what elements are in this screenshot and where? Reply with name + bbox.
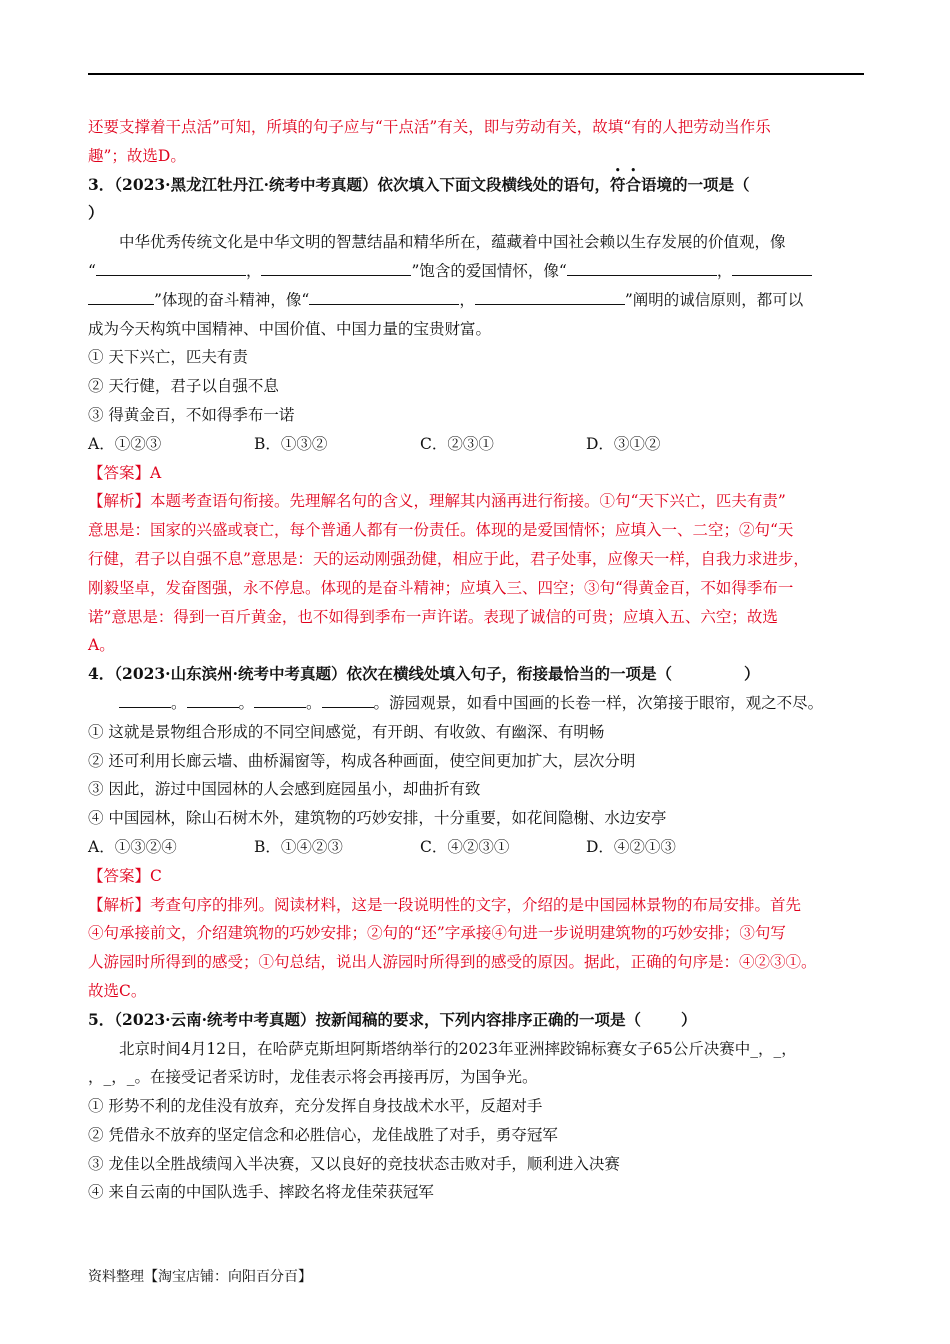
q3-passage-line-1: 中华优秀传统文化是中华文明的智慧结晶和精华所在，蕴藏着中国社会赖以生存发展的价值观，像 — [119, 233, 786, 252]
fill-blank-1 — [119, 689, 171, 708]
fill-blank-5 — [309, 286, 459, 305]
q3-passage-line-4: 成为今天构筑中国精神、中国价值、中国力量的宝贵财富。 — [88, 319, 492, 338]
q5-item-1: ① 形势不利的龙佳没有放弃，充分发挥自身技战术水平，反超对手 — [88, 1097, 543, 1116]
fill-blank-2 — [261, 257, 411, 276]
fill-blank-4 — [322, 689, 374, 708]
q3-passage-line-2: “ ， ”饱含的爱国情怀，像“ ， — [88, 257, 864, 286]
q4-analysis-line-1: 【解析】考查句序的排列。阅读材料，这是一段说明性的文字，介绍的是中国园林景物的布局安排。首先 — [88, 895, 802, 914]
q5-item-3: ③ 龙佳以全胜战绩闯入半决赛，又以良好的竞技状态击败对手，顺利进入决赛 — [88, 1154, 620, 1173]
q5-passage-line-2: ，_，_。在接受记者采访时，龙佳表示将会再接再厉，为国争光。 — [88, 1068, 538, 1087]
fill-blank-1 — [96, 257, 246, 276]
q4-item-4: ④ 中国园林，除山石树木外，建筑物的巧妙安排，十分重要，如花间隐榭、水边安亭 — [88, 809, 667, 828]
q4-item-2: ② 还可利用长廊云墙、曲桥漏窗等，构成各种画面，使空间更加扩大，层次分明 — [88, 751, 636, 770]
page-footer: 资料整理【淘宝店铺：向阳百分百】 — [88, 1269, 312, 1285]
q3-option-a: A．①②③ — [88, 434, 162, 453]
q3-option-c: C．②③① — [420, 434, 494, 453]
q4-passage: 。 。 。 。游园观景，如看中国画的长卷一样，次第接于眼帘，观之不尽。 — [88, 689, 864, 718]
q4-stem: 4．（2023·山东滨州·统考中考真题）依次在横线处填入句子，衔接最恰当的一项是（ ） — [88, 664, 760, 684]
fill-blank-4a — [732, 257, 812, 276]
fill-blank-2 — [187, 689, 239, 708]
fill-blank-4b — [88, 286, 154, 305]
q3-stem-close: ） — [88, 203, 104, 223]
q3-analysis-line-1: 【解析】本题考查语句衔接。先理解名句的含义，理解其内涵再进行衔接。①句“天下兴亡，匹夫有责” — [88, 492, 786, 511]
fill-blank-6 — [475, 286, 625, 305]
q4-analysis-line-3: 人游园时所得到的感受；①句总结，说出人游园时所得到的感受的原因。据此，正确的句序是：④②③①。 — [88, 953, 817, 972]
fill-blank-3 — [254, 689, 306, 708]
q4-analysis-line-2: ④句承接前文，介绍建筑物的巧妙安排；②句的“还”字承接④句进一步说明建筑物的巧妙安排；③句写 — [88, 924, 786, 943]
q5-stem: 5．（2023·云南·统考中考真题）按新闻稿的要求，下列内容排序正确的一项是（ ） — [88, 1009, 697, 1029]
emphasis-dot-char-1: 符 — [609, 174, 626, 194]
q4-option-d: D．④②①③ — [586, 837, 676, 856]
q3-option-b: B．①③② — [254, 434, 328, 453]
q3-options — [88, 430, 864, 459]
q4-options — [88, 833, 864, 862]
document-body — [88, 113, 864, 1207]
q5-passage-line-1: 北京时间4月12日，在哈萨克斯坦阿斯塔纳举行的2023年亚洲摔跤锦标赛女子65公斤决赛中_，_， — [119, 1039, 797, 1058]
q3-analysis-line-2: 意思是：国家的兴盛或衰亡，每个普通人都有一份责任。体现的是爱国情怀；应填入一、二空；②句“天 — [88, 521, 794, 540]
q3-stem: 3．（2023·黑龙江牡丹江·统考中考真题）依次填入下面文段横线处的语句，符合语境的一项是（ — [88, 174, 750, 194]
q3-item-3: ③ 得黄金百，不如得季布一诺 — [88, 405, 295, 424]
q3-analysis-line-3: 行健，君子以自强不息”意思是：天的运动刚强劲健，相应于此，君子处事，应像天一样，自我力求进步， — [88, 549, 809, 568]
q4-option-a: A．①③②④ — [88, 837, 177, 856]
q3-analysis-line-6: A。 — [88, 636, 115, 655]
intro-line-2: 趣”；故选D。 — [88, 146, 186, 165]
emphasis-dot-char-2: 合 — [625, 174, 642, 194]
q3-item-1: ① 天下兴亡，匹夫有责 — [88, 348, 248, 367]
q5-item-4: ④ 来自云南的中国队选手、摔跤名将龙佳荣获冠军 — [88, 1183, 434, 1202]
intro-line-1: 还要支撑着干点活”可知，所填的句子应与“干点活”有关，即与劳动有关，故填“有的人把劳动当作乐 — [88, 118, 771, 136]
q3-option-d: D．③①② — [586, 434, 661, 453]
q3-analysis-line-4: 刚毅坚卓，发奋图强，永不停息。体现的是奋斗精神；应填入三、四空；③句“得黄金百，不如得季布一 — [88, 578, 794, 597]
q4-item-1: ① 这就是景物组合形成的不同空间感觉，有开朗、有收敛、有幽深、有明畅 — [88, 722, 605, 741]
fill-blank-3 — [567, 257, 717, 276]
q4-option-b: B．①④②③ — [254, 837, 343, 856]
header-rule — [88, 73, 864, 75]
q4-item-3: ③ 因此，游过中国园林的人会感到庭园虽小，却曲折有致 — [88, 780, 481, 799]
q4-option-c: C．④②③① — [420, 837, 510, 856]
q3-passage-line-3: ”体现的奋斗精神，像“ ， ”阐明的诚信原则，都可以 — [88, 286, 864, 315]
q3-answer: 【答案】A — [88, 463, 162, 482]
q3-item-2: ② 天行健，君子以自强不息 — [88, 377, 279, 396]
q4-analysis-line-4: 故选C。 — [88, 981, 147, 1000]
q5-item-2: ② 凭借永不放弃的坚定信念和必胜信心，龙佳战胜了对手，勇夺冠军 — [88, 1125, 558, 1144]
q4-answer: 【答案】C — [88, 866, 162, 885]
q3-analysis-line-5: 诺”意思是：得到一百斤黄金，也不如得到季布一声许诺。表现了诚信的可贵；应填入五、六空；故选 — [88, 607, 778, 626]
